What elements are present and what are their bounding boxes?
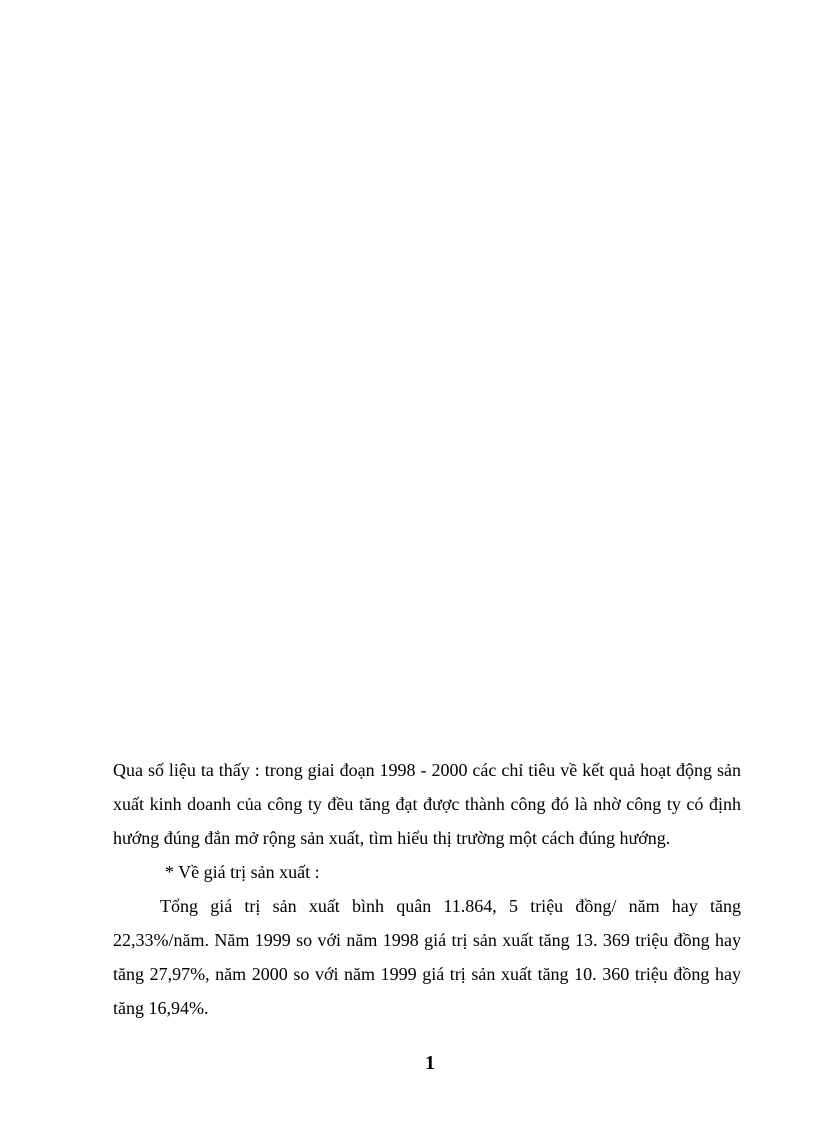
page-number: 1 <box>425 1052 435 1074</box>
intro-paragraph: Qua số liệu ta thấy : trong giai đoạn 1998 - 2000 các chỉ tiêu về kết quả hoạt động sản xuất kinh doanh của công ty đều tăng đạt được thành công đó là nhờ công ty có định hướng đúng đắn mở rộng sản xuất, tìm hiểu thị trường một cách đúng hướng. <box>113 760 741 848</box>
production-value-paragraph: Tổng giá trị sản xuất bình quân 11.864, 5 triệu đồng/ năm hay tăng 22,33%/năm. Năm 1999 so với năm 1998 giá trị sản xuất tăng 13. 369 triệu đồng hay tăng 27,97%, năm 2000 so với năm 1999 giá trị sản xuất tăng 10. 360 triệu đồng hay tăng 16,94%. <box>113 896 741 1018</box>
body-text <box>113 753 741 1025</box>
section-heading: * Về giá trị sản xuất : <box>165 862 320 882</box>
